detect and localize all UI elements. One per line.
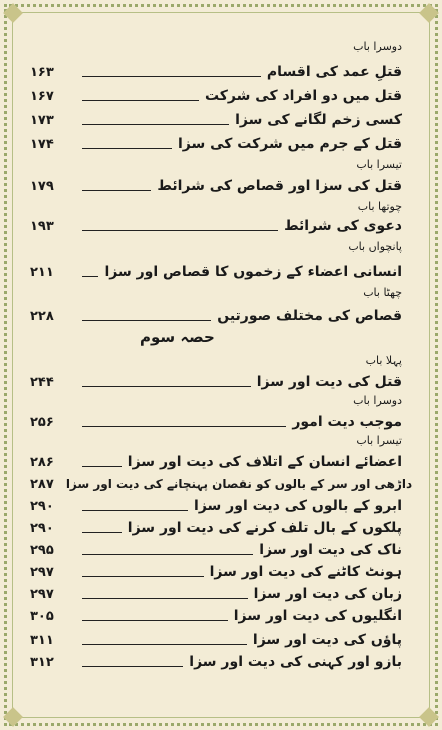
toc-entry xyxy=(30,562,402,582)
page-number: ۳۱۱ xyxy=(30,632,54,648)
toc-entry xyxy=(30,606,402,626)
toc-entry xyxy=(30,86,402,106)
page-number: ۱۹۳ xyxy=(30,218,54,234)
leader-line xyxy=(82,466,122,467)
entry-title: ابرو کے بالوں کی دیت اور سزا xyxy=(194,498,402,514)
leader-line xyxy=(82,620,228,621)
leader-line xyxy=(82,554,253,555)
entry-title: اعضائے انسان کے اتلاف کی دیت اور سزا xyxy=(127,454,402,470)
toc-entry xyxy=(30,262,402,282)
page-number: ۳۱۲ xyxy=(30,654,54,670)
toc-entry xyxy=(30,176,402,196)
leader-line xyxy=(82,230,278,231)
page-number: ۱۶۷ xyxy=(30,88,54,104)
chapter-heading: دوسرا باب xyxy=(353,394,402,407)
toc-entry xyxy=(30,372,402,392)
page-number: ۱۷۴ xyxy=(30,136,54,152)
entry-title: دعوی کی شرائط xyxy=(284,218,402,234)
page-number: ۲۲۸ xyxy=(30,308,54,324)
page-number: ۲۹۷ xyxy=(30,586,54,602)
leader-line xyxy=(82,320,211,321)
entry-title: قتلِ عمد کی اقسام xyxy=(266,64,402,80)
page-number: ۲۹۰ xyxy=(30,498,54,514)
entry-title: کسی زخم لگانے کی سزا xyxy=(235,112,402,128)
page-number: ۳۰۵ xyxy=(30,608,54,624)
toc-entry xyxy=(30,110,402,130)
page-number: ۲۸۷ xyxy=(30,476,54,492)
leader-line xyxy=(82,100,199,101)
chapter-heading: تیسرا باب xyxy=(356,158,402,171)
chapter-heading: پہلا باب xyxy=(365,354,402,367)
leader-line xyxy=(82,510,188,511)
leader-line xyxy=(82,532,122,533)
section-heading: حصہ سوم xyxy=(140,328,215,346)
entry-title: بازو اور کہنی کی دیت اور سزا xyxy=(189,654,402,670)
chapter-heading: چھٹا باب xyxy=(363,286,402,299)
page-number: ۱۷۹ xyxy=(30,178,54,194)
chapter-heading: چوتھا باب xyxy=(357,200,402,213)
leader-line xyxy=(82,148,172,149)
toc-entry xyxy=(30,630,402,650)
leader-line xyxy=(82,76,261,77)
entry-title: ہونٹ کاٹنے کی دیت اور سزا xyxy=(209,564,402,580)
page-number: ۲۹۵ xyxy=(30,542,54,558)
page-number: ۲۹۷ xyxy=(30,564,54,580)
leader-line xyxy=(82,276,98,277)
leader-line xyxy=(82,576,204,577)
entry-title: داڑھی اور سر کے بالوں کو نقصان پہنچانے کی دیت اور سزا xyxy=(65,477,413,491)
entry-title: موجب دیت امور xyxy=(292,414,402,430)
leader-line xyxy=(82,386,251,387)
chapter-heading: پانچواں باب xyxy=(348,240,402,253)
entry-title: قتل کے جرم میں شرکت کی سزا xyxy=(177,136,402,152)
page-number: ۲۸۶ xyxy=(30,454,54,470)
leader-line xyxy=(82,598,248,599)
leader-line xyxy=(82,426,286,427)
entry-title: انسانی اعضاء کے زخموں کا قصاص اور سزا xyxy=(104,264,402,280)
entry-title: قتل کی دیت اور سزا xyxy=(256,374,402,390)
toc-entry xyxy=(30,306,402,326)
chapter-heading: تیسرا باب xyxy=(356,434,402,447)
leader-line xyxy=(82,644,247,645)
entry-title: قصاص کی مختلف صورتیں xyxy=(217,308,402,324)
toc-entry xyxy=(30,134,402,154)
entry-title: پاؤں کی دیت اور سزا xyxy=(252,632,402,648)
toc-entry xyxy=(30,584,402,604)
page-number: ۱۷۳ xyxy=(30,112,54,128)
table-of-contents xyxy=(30,40,413,690)
toc-entry xyxy=(30,474,413,494)
toc-entry xyxy=(30,452,402,472)
toc-entry xyxy=(30,540,402,560)
toc-entry xyxy=(30,412,402,432)
page-number: ۲۹۰ xyxy=(30,520,54,536)
entry-title: قتل میں دو افراد کی شرکت xyxy=(204,88,402,104)
entry-title: زبان کی دیت اور سزا xyxy=(253,586,402,602)
leader-line xyxy=(82,666,183,667)
entry-title: پلکوں کے بال تلف کرنے کی دیت اور سزا xyxy=(127,520,402,536)
toc-entry xyxy=(30,216,402,236)
entry-title: ناک کی دیت اور سزا xyxy=(259,542,402,558)
toc-entry xyxy=(30,62,402,82)
leader-line xyxy=(82,124,229,125)
page-number: ۲۴۴ xyxy=(30,374,54,390)
toc-entry xyxy=(30,496,402,516)
page-number: ۱۶۳ xyxy=(30,64,54,80)
page-number: ۲۱۱ xyxy=(30,264,54,280)
toc-entry xyxy=(30,518,402,538)
toc-entry xyxy=(30,652,402,672)
entry-title: قتل کی سزا اور قصاص کی شرائط xyxy=(157,178,402,194)
page-number: ۲۵۶ xyxy=(30,414,54,430)
leader-line xyxy=(82,190,151,191)
chapter-heading: دوسرا باب xyxy=(353,40,402,53)
entry-title: انگلیوں کی دیت اور سزا xyxy=(233,608,402,624)
